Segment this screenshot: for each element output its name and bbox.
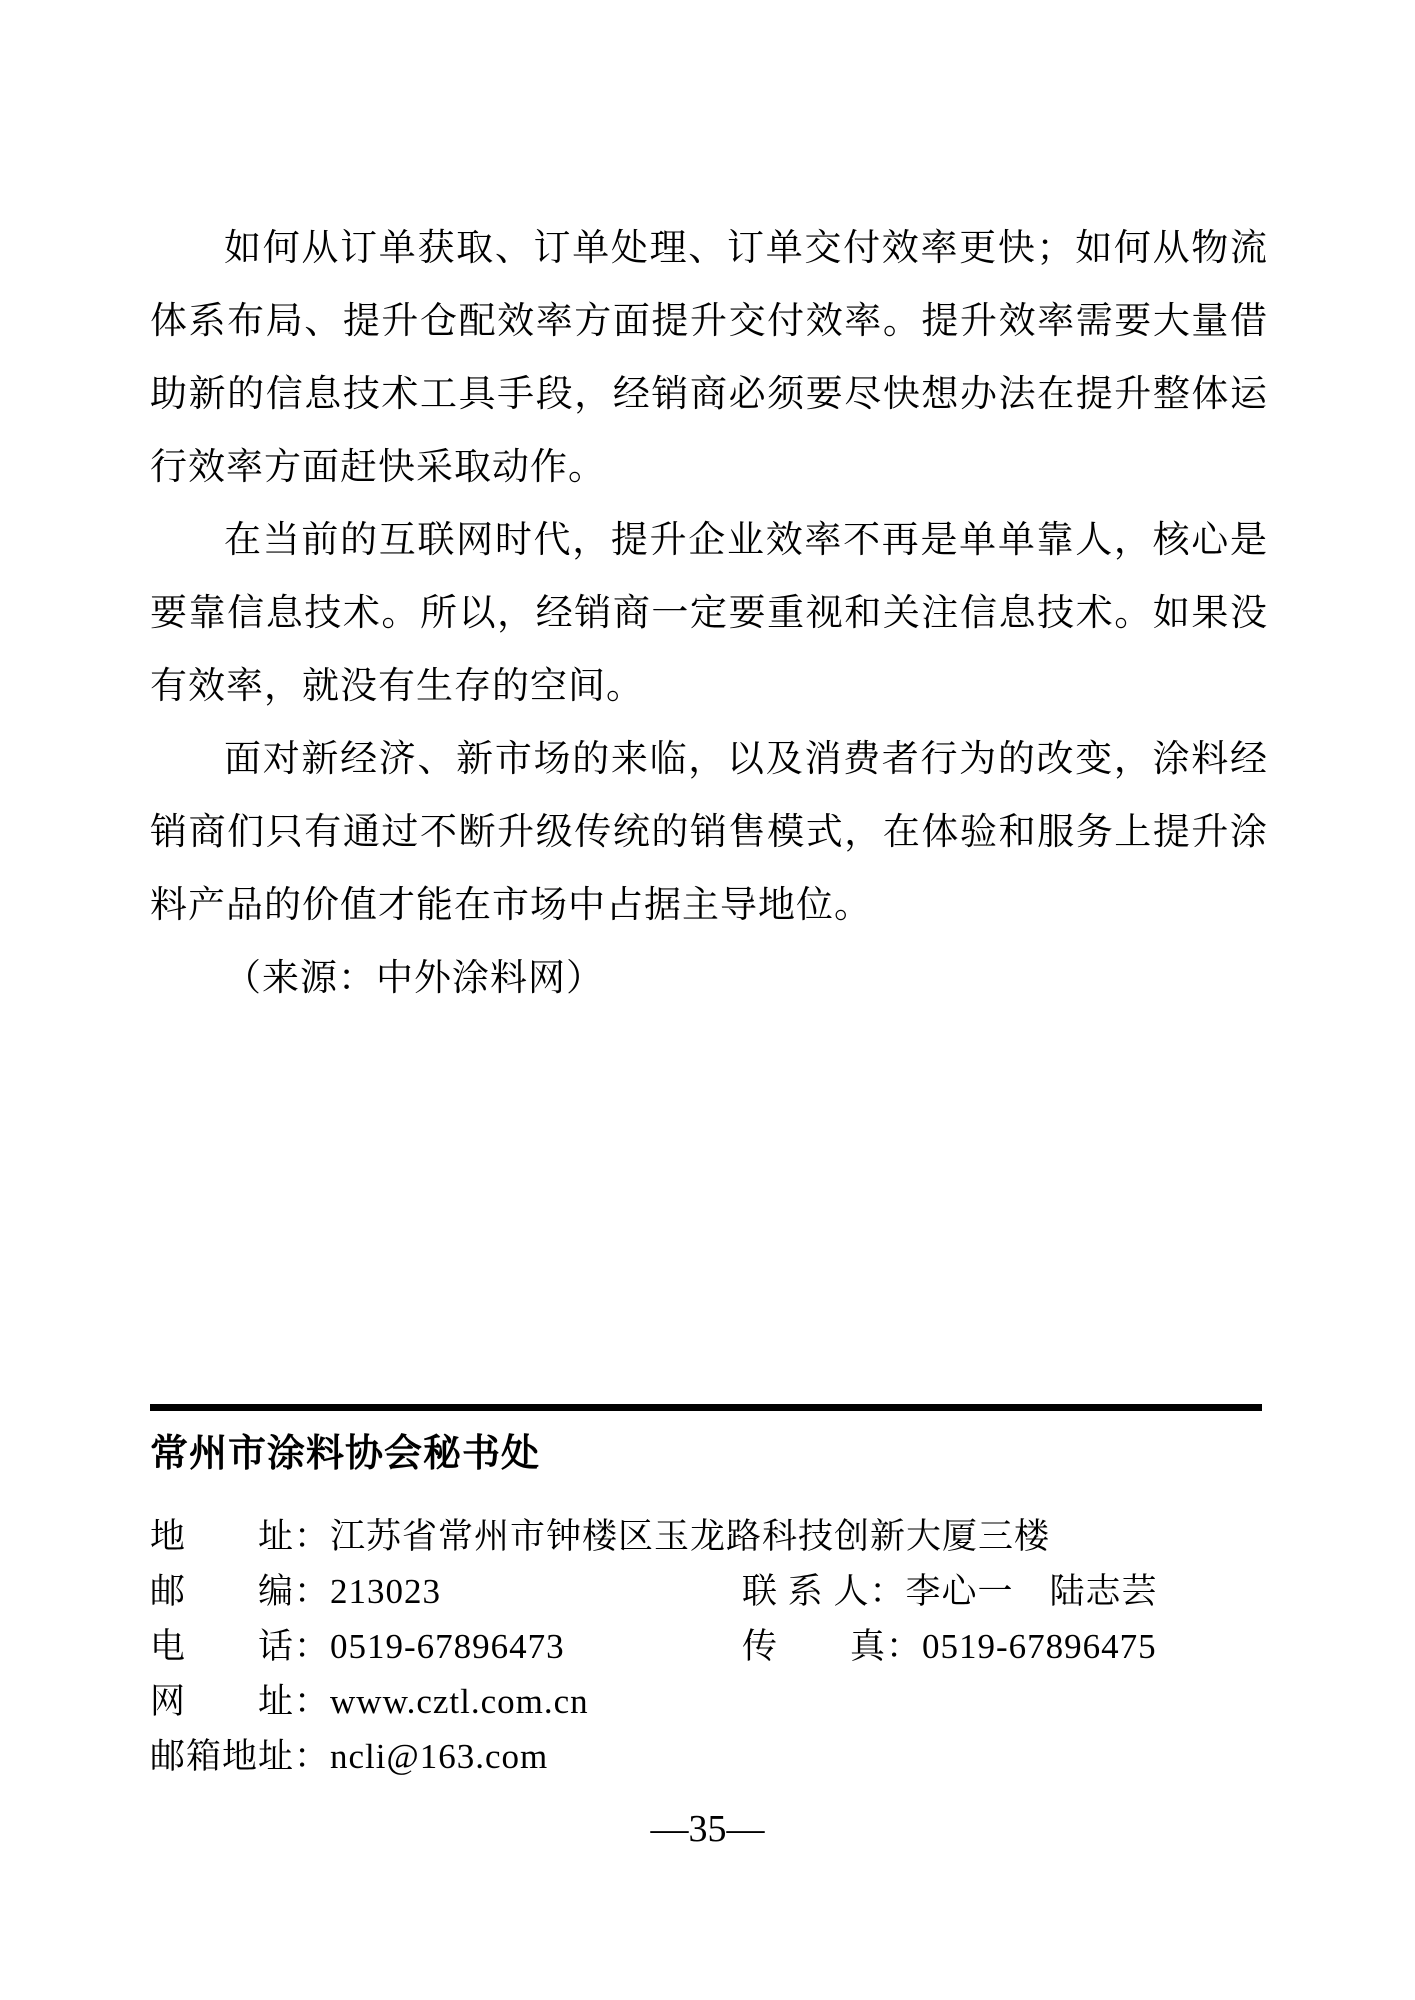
contact-row-website <box>150 1674 1262 1729</box>
contact-row-email <box>150 1729 1262 1784</box>
postcode-label: 邮 编： <box>150 1572 331 1611</box>
source-attribution: （来源：中外涂料网） <box>224 958 604 999</box>
contact-email <box>150 1729 742 1784</box>
postcode-value: 213023 <box>330 1572 442 1611</box>
contact-person-label: 联 系 人： <box>742 1572 906 1611</box>
email-label: 邮箱地址： <box>150 1737 331 1776</box>
address-label: 地 址： <box>150 1517 331 1556</box>
paragraph-3: 面对新经济、新市场的来临，以及消费者行为的改变，涂料经销商们只有通过不断升级传统的销售模式，在体验和服务上提升涂料产品的价值才能在市场中占据主导地位。 <box>150 739 1268 926</box>
website-label: 网 址： <box>150 1682 331 1721</box>
contact-row-address <box>150 1509 1262 1564</box>
contact-postcode <box>150 1564 742 1619</box>
contact-website <box>150 1674 742 1729</box>
phone-label: 电 话： <box>150 1627 331 1666</box>
address-value: 江苏省常州市钟楼区玉龙路科技创新大厦三楼 <box>330 1517 1051 1556</box>
footer-divider <box>150 1404 1262 1411</box>
phone-value: 0519-67896473 <box>330 1627 565 1666</box>
website-value: www.cztl.com.cn <box>330 1682 589 1721</box>
contact-row-phone <box>150 1619 1262 1674</box>
contact-address <box>150 1509 1051 1564</box>
contact-phone <box>150 1619 742 1674</box>
organization-name: 常州市涂料协会秘书处 <box>150 1433 541 1475</box>
paragraph-1: 如何从订单获取、订单处理、订单交付效率更快；如何从物流体系布局、提升仓配效率方面提升交付效率。提升效率需要大量借助新的信息技术工具手段，经销商必须要尽快想办法在提升整体运行效率方面赶快采取动作。 <box>150 228 1268 488</box>
fax-value: 0519-67896475 <box>922 1627 1157 1666</box>
contact-row-postcode <box>150 1564 1262 1619</box>
email-value: ncli@163.com <box>330 1737 549 1776</box>
contact-person <box>742 1564 1262 1619</box>
page-number: —35— <box>650 1808 765 1850</box>
paragraph-2: 在当前的互联网时代，提升企业效率不再是单单靠人，核心是要靠信息技术。所以，经销商一定要重视和关注信息技术。如果没有效率，就没有生存的空间。 <box>150 520 1268 707</box>
article-body <box>150 212 1268 1015</box>
contact-fax <box>742 1619 1262 1674</box>
fax-label: 传 真： <box>742 1627 923 1666</box>
footer-block <box>150 1404 1262 1784</box>
contact-person-value: 李心一 陆志芸 <box>905 1572 1158 1611</box>
